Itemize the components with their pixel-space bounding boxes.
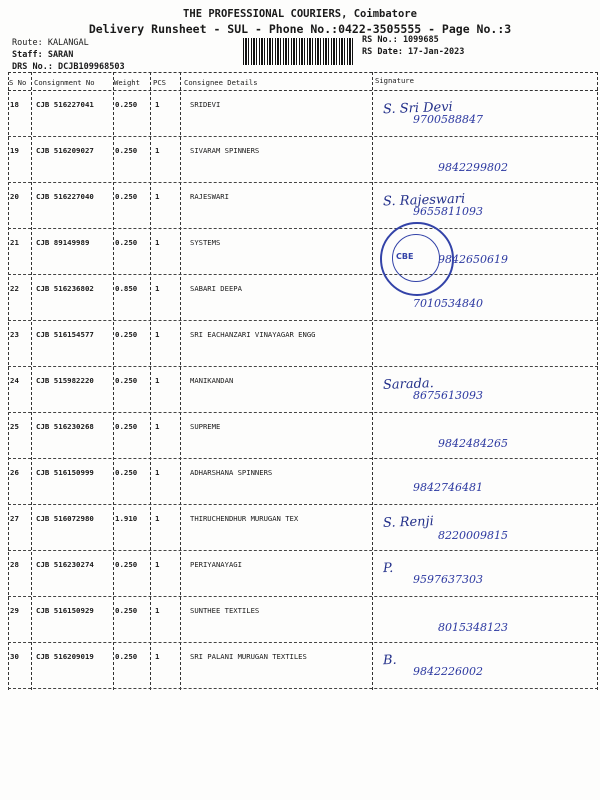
consignment-number: CJB 516227040	[36, 192, 94, 201]
weight-value: 0.250	[115, 330, 138, 339]
pcs-value: 1	[155, 376, 160, 385]
weight-value: 0.250	[115, 146, 138, 155]
drs-number: DRS No.: DCJB109968503	[12, 62, 125, 72]
table-row	[8, 367, 598, 413]
signature-phone: 9655811093	[413, 205, 483, 218]
signature-phone: 9597637303	[413, 573, 483, 586]
consignment-number: CJB 516230268	[36, 422, 94, 431]
weight-value: 0.850	[115, 284, 138, 293]
runsheet-subtitle: Delivery Runsheet - SUL - Phone No.:0422-3505555 - Page No.:3	[88, 22, 512, 36]
pcs-value: 1	[155, 146, 160, 155]
consignment-number: CJB 516150929	[36, 606, 94, 615]
pcs-value: 1	[155, 560, 160, 569]
consignee-name: THIRUCHENDHUR MURUGAN TEX	[190, 514, 299, 523]
row-sno: 30	[10, 652, 19, 661]
row-sno: 24	[10, 376, 19, 385]
weight-value: 0.250	[115, 652, 138, 661]
table-row	[8, 505, 598, 551]
consignee-name: SRI PALANI MURUGAN TEXTILES	[190, 652, 307, 661]
row-sno: 22	[10, 284, 19, 293]
weight-value: 1.910	[115, 514, 138, 523]
weight-value: 0.250	[115, 100, 138, 109]
weight-value: 0.250	[115, 606, 138, 615]
consignment-number: CJB 516209027	[36, 146, 94, 155]
consignee-name: SUPREME	[190, 422, 221, 431]
consignment-number: CJB 516150999	[36, 468, 94, 477]
consignee-name: PERIYANAYAGI	[190, 560, 242, 569]
col-header-consignee: Consignee Details	[184, 78, 258, 87]
runsheet-table	[8, 72, 598, 690]
signature-handwriting: S. Rajeswari	[382, 191, 466, 210]
col-header-sno: S No	[9, 78, 27, 87]
row-sno: 20	[10, 192, 19, 201]
company-title: THE PROFESSIONAL COURIERS, Coimbatore	[183, 8, 417, 20]
rs-info-block	[362, 34, 464, 58]
pcs-value: 1	[155, 652, 160, 661]
table-row	[8, 321, 598, 367]
table-row	[8, 413, 598, 459]
signature-phone: 9842299802	[438, 161, 508, 174]
row-sno: 28	[10, 560, 19, 569]
consignment-number: CJB 516236802	[36, 284, 94, 293]
consignee-name: SIVARAM SPINNERS	[190, 146, 260, 155]
pcs-value: 1	[155, 514, 160, 523]
row-sno: 21	[10, 238, 19, 247]
row-sno: 23	[10, 330, 19, 339]
row-rule	[8, 688, 598, 689]
consignee-name: SYSTEMS	[190, 238, 221, 247]
consignment-number: CJB 516154577	[36, 330, 94, 339]
col-header-pcs: PCS	[153, 78, 166, 87]
consignment-number: CJB 516227041	[36, 100, 94, 109]
route-label: Route: KALANGAL	[12, 38, 89, 48]
header-rule-top	[8, 72, 598, 73]
row-sno: 27	[10, 514, 19, 523]
signature-handwriting: Sarada.	[382, 376, 435, 393]
stamp-text: CBE	[396, 252, 414, 261]
table-row	[8, 551, 598, 597]
signature-phone: 9842650619	[438, 253, 508, 266]
row-sno: 25	[10, 422, 19, 431]
consignee-name: RAJESWARI	[190, 192, 229, 201]
consignee-name: MANIKANDAN	[190, 376, 234, 385]
route-staff-block	[12, 37, 125, 73]
table-row	[8, 459, 598, 505]
signature-handwriting: P.	[382, 560, 394, 577]
consignment-number: CJB 516072980	[36, 514, 94, 523]
signature-phone: 9700588847	[413, 113, 483, 126]
pcs-value: 1	[155, 100, 160, 109]
signature-phone: 9842226002	[413, 665, 483, 678]
table-row	[8, 275, 598, 321]
consignee-name: ADHARSHANA SPINNERS	[190, 468, 273, 477]
pcs-value: 1	[155, 422, 160, 431]
consignment-number: CJB 516230274	[36, 560, 94, 569]
weight-value: 0.250	[115, 560, 138, 569]
col-header-consignment: Consignment No	[34, 78, 95, 87]
consignee-name: SABARI DEEPA	[190, 284, 242, 293]
staff-label: Staff: SARAN	[12, 50, 74, 60]
consignee-name: SRIDEVI	[190, 100, 221, 109]
signature-phone: 8675613093	[413, 389, 483, 402]
signature-phone: 8015348123	[438, 621, 508, 634]
signature-handwriting: S. Renji	[382, 514, 434, 531]
pcs-value: 1	[155, 468, 160, 477]
table-row	[8, 183, 598, 229]
pcs-value: 1	[155, 192, 160, 201]
table-row	[8, 643, 598, 689]
weight-value: 0.250	[115, 376, 138, 385]
signature-handwriting: S. Sri Devi	[382, 99, 453, 118]
consignment-number: CJB 89149989	[36, 238, 90, 247]
pcs-value: 1	[155, 330, 160, 339]
signature-phone: 9842746481	[413, 481, 483, 494]
col-header-signature: Signature	[375, 76, 414, 85]
pcs-value: 1	[155, 284, 160, 293]
row-sno: 19	[10, 146, 19, 155]
consignment-number: CJB 515982220	[36, 376, 94, 385]
barcode	[243, 38, 353, 65]
table-row	[8, 137, 598, 183]
table-row	[8, 229, 598, 275]
consignee-name: SUNTHEE TEXTILES	[190, 606, 260, 615]
col-header-weight: Weight	[114, 78, 140, 87]
rs-date: RS Date: 17-Jan-2023	[362, 47, 465, 57]
signature-handwriting: B.	[382, 652, 397, 669]
row-sno: 18	[10, 100, 19, 109]
company-stamp	[380, 222, 454, 296]
weight-value: 0.250	[115, 422, 138, 431]
table-row	[8, 597, 598, 643]
consignee-name: SRI EACHANZARI VINAYAGAR ENGG	[190, 330, 316, 339]
weight-value: 0.250	[115, 192, 138, 201]
row-sno: 26	[10, 468, 19, 477]
weight-value: 0.250	[115, 468, 138, 477]
table-row	[8, 91, 598, 137]
signature-phone: 9842484265	[438, 437, 508, 450]
rs-number: RS No.: 1099685	[362, 35, 439, 45]
pcs-value: 1	[155, 606, 160, 615]
row-sno: 29	[10, 606, 19, 615]
signature-phone: 7010534840	[413, 297, 483, 310]
pcs-value: 1	[155, 238, 160, 247]
consignment-number: CJB 516209019	[36, 652, 94, 661]
signature-phone: 8220009815	[438, 529, 508, 542]
weight-value: 0.250	[115, 238, 138, 247]
